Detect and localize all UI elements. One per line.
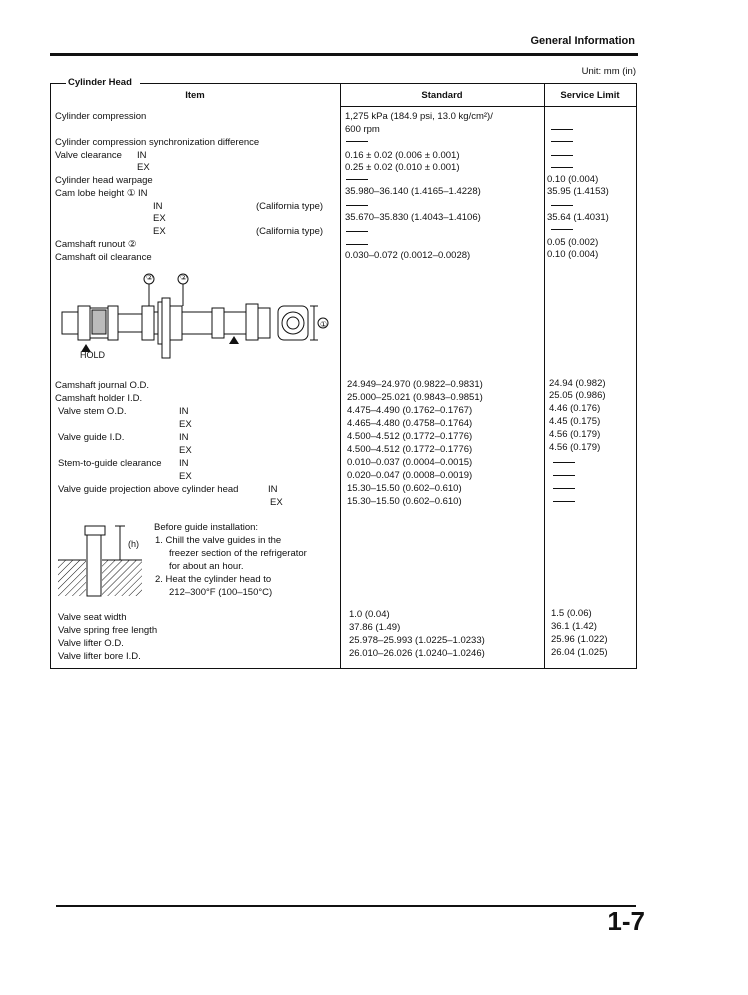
row-limit: 24.94 (0.982) (549, 378, 606, 389)
not-applicable-dash (553, 462, 575, 463)
row-item: Valve clearance (55, 150, 122, 161)
not-applicable-dash (553, 488, 575, 489)
section-label: Cylinder Head (68, 77, 132, 88)
row-sub: EX (179, 445, 192, 456)
row-standard: 0.25 ± 0.02 (0.010 ± 0.001) (345, 162, 460, 173)
header-row-divider (340, 106, 636, 107)
not-applicable-dash (346, 141, 368, 142)
row-item: Valve lifter O.D. (58, 638, 124, 649)
installation-note-line: 1. Chill the valve guides in the (155, 535, 282, 546)
row-limit: 4.46 (0.176) (549, 403, 601, 414)
row-standard: 4.500–4.512 (0.1772–0.1776) (347, 444, 473, 455)
column-divider-limit (544, 83, 545, 669)
not-applicable-dash (551, 129, 573, 130)
not-applicable-dash (346, 231, 368, 232)
row-item: Camshaft holder I.D. (55, 393, 143, 404)
row-item: Cam lobe height ① IN (55, 188, 148, 199)
not-applicable-dash (551, 205, 573, 206)
row-note: (California type) (256, 201, 324, 212)
installation-note-line: 2. Heat the cylinder head to (155, 574, 272, 585)
row-standard: 1,275 kPa (184.9 psi, 13.0 kg/cm²)/ (345, 111, 493, 122)
not-applicable-dash (346, 205, 368, 206)
row-item: Stem-to-guide clearance (58, 458, 162, 469)
row-sub: EX (153, 226, 166, 237)
row-item: Valve guide projection above cylinder head (58, 484, 239, 495)
row-standard: 35.670–35.830 (1.4043–1.4106) (345, 212, 481, 223)
row-limit: 4.56 (0.179) (549, 429, 601, 440)
not-applicable-dash (553, 501, 575, 502)
row-limit: 4.56 (0.179) (549, 442, 601, 453)
not-applicable-dash (551, 141, 573, 142)
row-item: Valve guide I.D. (58, 432, 125, 443)
support-triangle (229, 336, 239, 344)
row-sub: EX (179, 419, 192, 430)
row-limit: 25.96 (1.022) (551, 634, 608, 645)
row-standard: 25.000–25.021 (0.9843–0.9851) (347, 392, 483, 403)
valve-guide-diagram (58, 518, 150, 598)
row-sub: EX (137, 162, 150, 173)
installation-note-line: 212–300°F (100–150°C) (169, 587, 273, 598)
header-rule (50, 53, 638, 56)
row-item: Cylinder compression (55, 111, 147, 122)
column-header-item: Item (185, 90, 205, 101)
row-limit: 0.10 (0.004) (547, 249, 599, 260)
row-standard: 0.010–0.037 (0.0004–0.0015) (347, 457, 473, 468)
row-sub: EX (179, 471, 192, 482)
row-item: Valve spring free length (58, 625, 158, 636)
installation-note-line: for about an hour. (169, 561, 244, 572)
row-item: Camshaft oil clearance (55, 252, 152, 263)
footer-rule (56, 905, 636, 907)
column-header-service-limit: Service Limit (560, 90, 620, 101)
row-standard: 24.949–24.970 (0.9822–0.9831) (347, 379, 483, 390)
row-standard: 4.500–4.512 (0.1772–0.1776) (347, 431, 473, 442)
page-number: 1-7 (607, 906, 645, 936)
row-limit: 26.04 (1.025) (551, 647, 608, 658)
row-item: Camshaft runout ② (55, 239, 137, 250)
row-sub: IN (137, 150, 147, 161)
row-limit: 25.05 (0.986) (549, 390, 606, 401)
height-label: (h) (128, 539, 139, 549)
not-applicable-dash (551, 167, 573, 168)
row-limit: 4.45 (0.175) (549, 416, 601, 427)
hold-label: HOLD (80, 350, 106, 360)
installation-note-line: freezer section of the refrigerator (169, 548, 307, 559)
row-sub: EX (270, 497, 283, 508)
row-standard: 0.16 ± 0.02 (0.006 ± 0.001) (345, 150, 460, 161)
row-standard: 1.0 (0.04) (349, 609, 390, 620)
row-limit: 36.1 (1.42) (551, 621, 597, 632)
row-item: Valve seat width (58, 612, 127, 623)
unit-note: Unit: mm (in) (581, 66, 636, 77)
not-applicable-dash (553, 475, 575, 476)
row-standard: 600 rpm (345, 124, 380, 135)
row-item: Cylinder head warpage (55, 175, 153, 186)
row-item: Camshaft journal O.D. (55, 380, 149, 391)
page-header-title: General Information (530, 35, 635, 47)
row-sub: IN (179, 406, 189, 417)
callout-2-label: ② (146, 273, 154, 282)
not-applicable-dash (551, 155, 573, 156)
row-note: (California type) (256, 226, 324, 237)
row-standard: 26.010–26.026 (1.0240–1.0246) (349, 648, 485, 659)
row-standard: 0.030–0.072 (0.0012–0.0028) (345, 250, 471, 261)
row-standard: 25.978–25.993 (1.0225–1.0233) (349, 635, 485, 646)
row-item: Valve stem O.D. (58, 406, 127, 417)
callout-2-label: ② (180, 273, 188, 282)
not-applicable-dash (551, 229, 573, 230)
row-item: Cylinder compression synchronization difference (55, 137, 260, 148)
row-limit: 0.10 (0.004) (547, 174, 599, 185)
row-sub: EX (153, 213, 166, 224)
row-item: Valve lifter bore I.D. (58, 651, 141, 662)
row-sub: IN (179, 432, 189, 443)
row-standard: 35.980–36.140 (1.4165–1.4228) (345, 186, 481, 197)
row-standard: 37.86 (1.49) (349, 622, 401, 633)
row-limit: 35.95 (1.4153) (547, 186, 609, 197)
callout-1-label: ① (320, 320, 328, 329)
column-divider-standard (340, 83, 341, 669)
row-standard: 0.020–0.047 (0.0008–0.0019) (347, 470, 473, 481)
not-applicable-dash (346, 244, 368, 245)
row-limit: 35.64 (1.4031) (547, 212, 609, 223)
not-applicable-dash (346, 179, 368, 180)
row-limit: 1.5 (0.06) (551, 608, 592, 619)
row-standard: 4.465–4.480 (0.4758–0.1764) (347, 418, 473, 429)
row-sub: IN (268, 484, 278, 495)
row-limit: 0.05 (0.002) (547, 237, 599, 248)
row-sub: IN (179, 458, 189, 469)
column-header-standard: Standard (421, 90, 463, 101)
row-standard: 4.475–4.490 (0.1762–0.1767) (347, 405, 473, 416)
row-standard: 15.30–15.50 (0.602–0.610) (347, 483, 462, 494)
installation-note-line: Before guide installation: (154, 522, 259, 533)
row-standard: 15.30–15.50 (0.602–0.610) (347, 496, 462, 507)
row-sub: IN (153, 201, 163, 212)
